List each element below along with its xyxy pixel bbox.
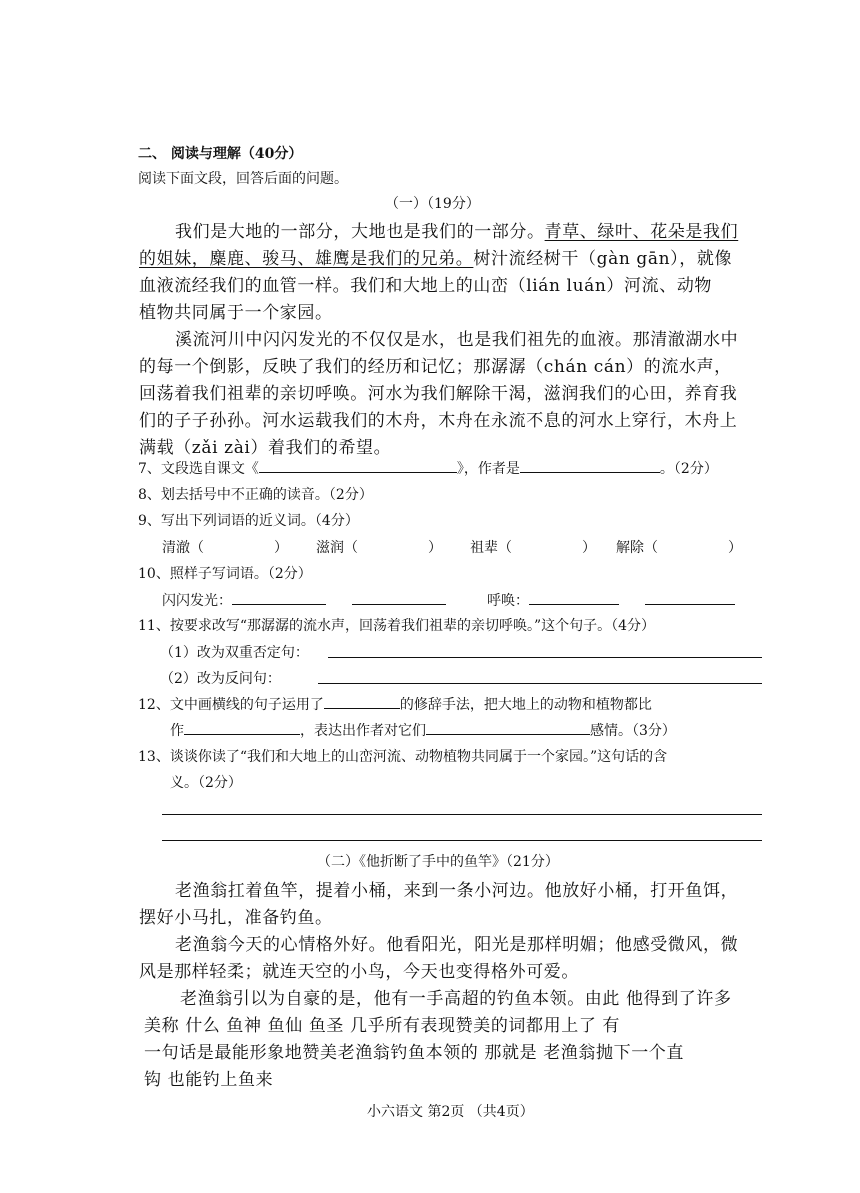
passage-1-title: （一）（19分） [385, 196, 480, 212]
question-9-item [162, 537, 288, 557]
question-11-label: 11、按要求改写“那潺潺的流水声，回荡着我们祖辈的亲切呼唤。”这个句子。（4分） [138, 618, 656, 634]
passage-2-line: 老渔翁扛着鱼竿，提着小桶，来到一条小河边。他放好小桶，打开鱼饵， [175, 881, 739, 901]
answer-blank[interactable] [324, 694, 400, 709]
word: 清澈（ [162, 540, 204, 556]
paren-close: ） [274, 540, 288, 556]
answer-blank[interactable] [232, 590, 326, 605]
question-text: ，表达出作者对它们 [300, 723, 426, 739]
passage-2-line: 美称 什么 鱼神 鱼仙 鱼圣 几乎所有表现赞美的词都用上了 有 [144, 1016, 621, 1036]
question-9-item [616, 537, 742, 557]
passage-1-line [175, 217, 738, 242]
section-instruction: 阅读下面文段，回答后面的问题。 [138, 171, 348, 187]
question-9-item [470, 537, 596, 557]
answer-blank[interactable] [426, 720, 590, 735]
question-10-example-1 [162, 590, 446, 610]
answer-line[interactable] [162, 840, 762, 841]
passage-1-line: 回荡着我们祖辈的亲切呼唤。河水为我们解除干渴，滋润我们的心田，养育我 [139, 384, 738, 404]
underlined-sentence: 青草、绿叶、花朵是我们 [544, 222, 739, 242]
passage-2-line: 钩 也能钓上鱼来 [144, 1070, 274, 1090]
word: 祖辈（ [470, 540, 512, 556]
answer-blank[interactable] [259, 458, 457, 473]
answer-line[interactable] [162, 814, 762, 815]
question-9-item [316, 537, 442, 557]
underlined-sentence: 的姐妹，麋鹿、骏马、雄鹰是我们的兄弟。 [139, 249, 474, 269]
question-text: 作 [170, 723, 184, 739]
section-heading: 二、 阅读与理解（40分） [138, 146, 303, 162]
question-10-example-2 [487, 590, 735, 610]
question-13-line-2: 义。（2分） [170, 775, 242, 791]
question-7 [138, 458, 718, 478]
example-word: 呼唤： [487, 593, 529, 609]
example-word: 闪闪发光： [162, 593, 232, 609]
question-11-sub-2: （2）改为反问句： [160, 671, 281, 687]
question-text: 》，作者是 [456, 461, 520, 477]
passage-2-title: （二）《他折断了手中的鱼竿》（21分） [317, 854, 559, 870]
passage-1-line: 的每一个倒影，反映了我们的经历和记忆；那潺潺（chán cán）的流水声， [139, 357, 732, 377]
question-text: 感情。（3分） [590, 723, 676, 739]
question-13-line-1: 13、谈谈你读了“我们和大地上的山峦河流、动物植物共同属于一个家园。”这句话的含 [138, 749, 668, 765]
question-8: 8、划去括号中不正确的读音。（2分） [138, 487, 373, 503]
passage-text: 树汁流经树干（gàn gān），就像 [473, 249, 733, 269]
passage-text: 我们是大地的一部分，大地也是我们的一部分。 [175, 222, 545, 242]
passage-2-line: 一句话是最能形象地赞美老渔翁钓鱼本领的 那就是 老渔翁抛下一个直 [144, 1043, 685, 1063]
passage-1-line [139, 244, 732, 269]
answer-blank[interactable] [520, 458, 660, 473]
answer-line[interactable] [318, 683, 762, 684]
passage-1-line: 血液流经我们的血管一样。我们和大地上的山峦（lián luán）河流、动物 [139, 276, 713, 296]
answer-blank[interactable] [352, 590, 446, 605]
answer-line[interactable] [328, 657, 762, 658]
passage-2-line: 老渔翁引以为自豪的是，他有一手高超的钓鱼本领。由此 他得到了许多 [180, 989, 732, 1009]
question-text: 12、文中画横线的句子运用了 [138, 697, 324, 713]
passage-1-line: 满载（zǎi zài）着我们的希望。 [139, 438, 392, 458]
word: 滋润（ [316, 540, 358, 556]
question-text: 的修辞手法，把大地上的动物和植物都比 [399, 697, 652, 713]
word: 解除（ [616, 540, 658, 556]
passage-1-line: 溪流河川中闪闪发光的不仅仅是水，也是我们祖先的血液。那清澈湖水中 [175, 330, 739, 350]
question-10-label: 10、照样子写词语。（2分） [138, 566, 312, 582]
question-text: 。（2分） [659, 461, 718, 477]
question-12-line-1 [138, 694, 652, 714]
question-12-line-2 [170, 720, 676, 740]
passage-2-line: 风是那样轻柔；就连天空的小鸟，今天也变得格外可爱。 [139, 962, 579, 982]
passage-2-line: 老渔翁今天的心情格外好。他看阳光，阳光是那样明媚；他感受微风，微 [175, 935, 739, 955]
paren-close: ） [728, 540, 742, 556]
question-11-sub-1: （1）改为双重否定句： [160, 645, 309, 661]
paren-close: ） [582, 540, 596, 556]
passage-1-line: 们的子子孙孙。河水运载我们的木舟，木舟在永流不息的河水上穿行，木舟上 [139, 411, 738, 431]
question-text: 7、文段选自课文《 [138, 461, 259, 477]
passage-1-line: 植物共同属于一个家园。 [139, 303, 333, 323]
paren-close: ） [428, 540, 442, 556]
question-9-label: 9、写出下列词语的近义词。（4分） [138, 513, 359, 529]
answer-blank[interactable] [529, 590, 619, 605]
page-footer: 小六语文 第2页 （共4页） [367, 1104, 534, 1120]
answer-blank[interactable] [645, 590, 735, 605]
answer-blank[interactable] [184, 720, 300, 735]
passage-2-line: 摆好小马扎，准备钓鱼。 [139, 908, 333, 928]
